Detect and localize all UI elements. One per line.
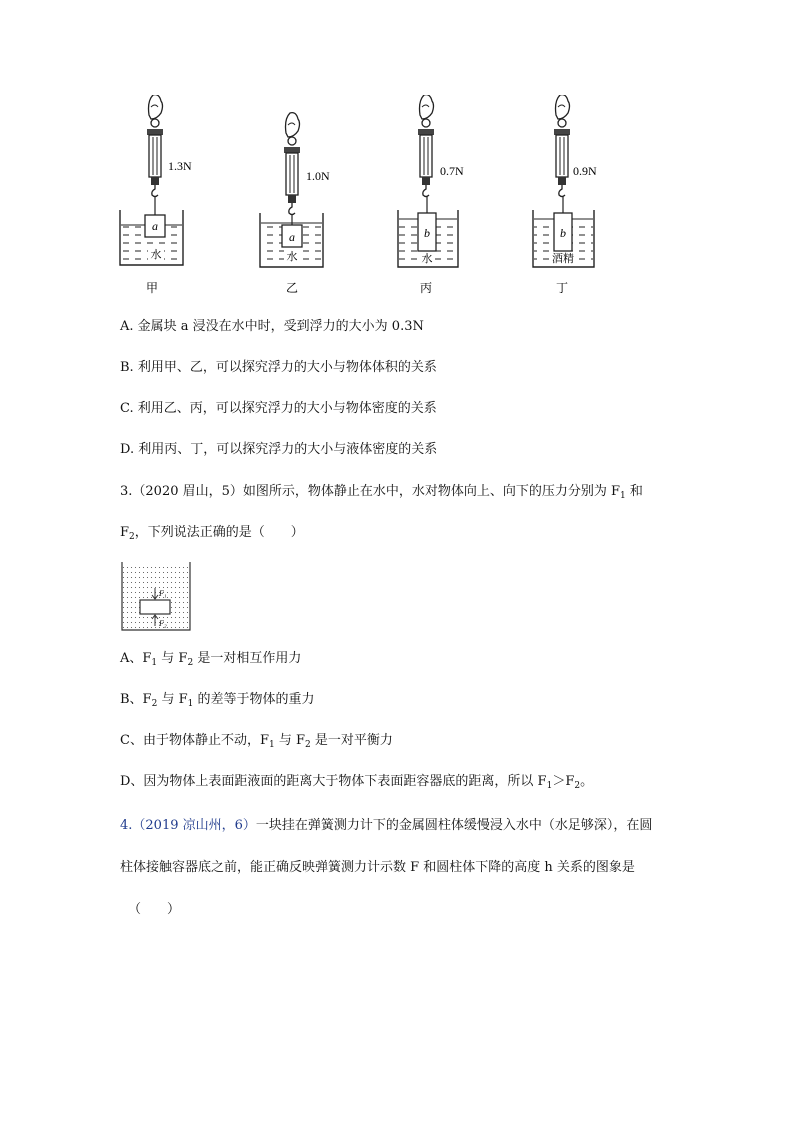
block-label-bing: b (424, 226, 430, 240)
q3-a-part-1: A、F (120, 651, 152, 666)
figure-spring-scales-svg (110, 95, 630, 305)
q3-stem-2-sub: 2 (129, 532, 135, 542)
q3-option-c (120, 732, 393, 754)
block-label-ding: b (560, 226, 566, 240)
figure-spring-scales (110, 95, 630, 305)
caption-yi: 乙 (285, 281, 299, 295)
q3-stem-2-head: F (120, 525, 130, 540)
q2-option-b: B. 利用甲、乙，可以探究浮力的大小与物体体积的关系 (120, 360, 437, 375)
q3-stem-1-text: 3.（2020 眉山，5）如图所示，物体静止在水中，水对物体向上、向下的压力分别为 F (120, 484, 621, 499)
q3-stem-line-2 (120, 524, 304, 546)
q3-figure-svg (118, 560, 194, 632)
q3-d-part-1: D、因为物体上表面距液面的距离大于物体下表面距容器底的距离，所以 F (120, 774, 547, 789)
scale-bing-icon (418, 95, 434, 197)
reading-bing: 0.7N (440, 164, 464, 178)
q3-figure-container (118, 560, 194, 632)
q3-a-part-3: 是一对相互作用力 (193, 651, 302, 666)
q4-source: （2019 凉山州，6） (132, 818, 256, 833)
q3-b-part-2: 与 F (157, 692, 188, 707)
liquid-label-yi: 水 (286, 250, 298, 263)
q4-stem-line-1 (120, 817, 652, 835)
q2-option-a: A. 金属块 a 浸没在水中时，受到浮力的大小为 0.3N (120, 319, 424, 334)
q3-b-part-1: B、F (120, 692, 152, 707)
scale-ding-icon (554, 95, 570, 197)
q3-c-part-2: 与 F (274, 733, 305, 748)
q3-option-b (120, 691, 314, 713)
block-label-jia: a (152, 219, 158, 233)
q3-option-d (120, 773, 593, 795)
q3-d-sub-2: 2 (574, 781, 581, 791)
q3-d-part-3: 。 (580, 774, 594, 789)
q3-option-a (120, 650, 301, 672)
scale-yi-icon (284, 113, 300, 215)
q3-stem-line-1 (120, 483, 643, 505)
reading-jia: 1.3N (168, 159, 192, 173)
q3-b-part-3: 的差等于物体的重力 (193, 692, 315, 707)
q3-c-part-3: 是一对平衡力 (310, 733, 393, 748)
q3-d-part-2: ＞F (552, 774, 575, 789)
q3-a-part-2: 与 F (157, 651, 188, 666)
q3-fig-label-f2: F₂ (159, 619, 167, 628)
q3-c-sub-1: 1 (268, 740, 275, 750)
caption-ding: 丁 (555, 281, 569, 295)
q2-option-c: C. 利用乙、丙，可以探究浮力的大小与物体密度的关系 (120, 401, 437, 416)
caption-bing: 丙 (419, 281, 433, 295)
scale-jia-icon (147, 95, 163, 197)
q3-fig-label-f1: F₁ (159, 589, 167, 598)
q2-option-d: D. 利用丙、丁，可以探究浮力的大小与液体密度的关系 (120, 442, 438, 457)
reading-yi: 1.0N (306, 169, 330, 183)
liquid-label-ding: 酒精 (552, 252, 574, 265)
q4-stem-line-2: 柱体接触容器底之前，能正确反映弹簧测力计示数 F 和圆柱体下降的高度 h 关系的图象是 (120, 860, 635, 875)
q3-c-part-1: C、由于物体静止不动，F (120, 733, 269, 748)
q4-stem-line-3: （ ） (128, 902, 181, 917)
caption-jia: 甲 (145, 281, 159, 295)
q3-stem-2-tail: ，下列说法正确的是（ ） (134, 525, 304, 540)
q3-c-sub-2: 2 (305, 740, 311, 750)
q4-stem-1: 一块挂在弹簧测力计下的金属圆柱体缓慢浸入水中（水足够深），在圆 (255, 818, 653, 833)
q4-number: 4. (120, 818, 133, 833)
q3-stem-1-tail: 和 (625, 484, 643, 499)
liquid-label-bing: 水 (421, 252, 433, 265)
q3-d-sub-1: 1 (546, 781, 553, 791)
liquid-label-jia: 水 (150, 248, 162, 261)
reading-ding: 0.9N (573, 164, 597, 178)
q3-b-sub-2: 1 (187, 699, 194, 709)
q3-stem-1-sub: 1 (620, 491, 626, 501)
q3-a-sub-2: 2 (187, 658, 194, 668)
q3-b-sub-1: 2 (151, 699, 158, 709)
block-label-yi: a (289, 230, 295, 244)
q3-a-sub-1: 1 (151, 658, 158, 668)
